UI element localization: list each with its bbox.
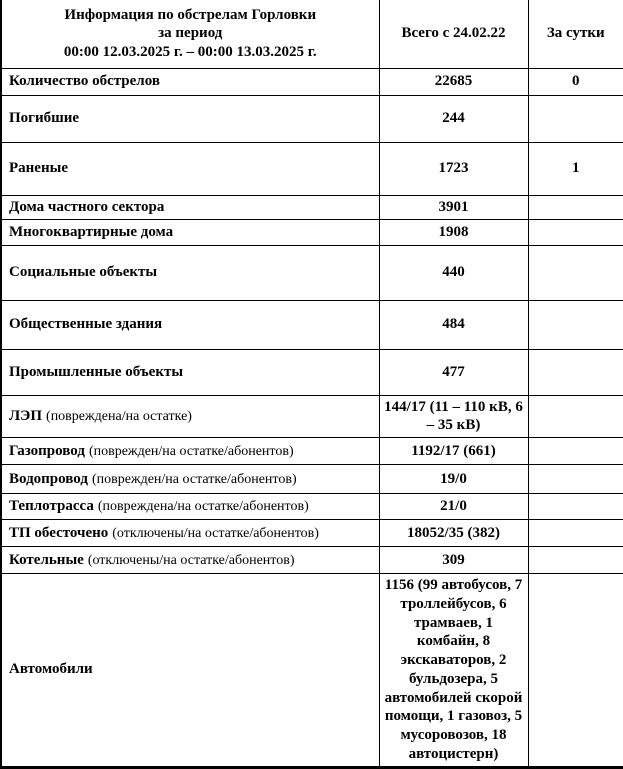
row-label: Раненые <box>9 160 68 177</box>
table-row <box>1 547 623 574</box>
total-cell: 309 <box>379 547 528 574</box>
daily-cell <box>528 245 623 300</box>
daily-cell <box>528 195 623 219</box>
row-label: Погибшие <box>9 110 80 127</box>
row-label-cell <box>1 574 379 768</box>
row-label-cell <box>1 219 379 245</box>
report-title-cell <box>1 0 379 68</box>
total-cell: 244 <box>379 95 528 142</box>
row-label-cell <box>1 300 379 349</box>
daily-cell <box>528 349 623 395</box>
daily-cell: 0 <box>528 68 623 95</box>
row-label-cell <box>1 95 379 142</box>
row-label-note: (повреждена/на остатке/абонентов) <box>97 499 309 515</box>
report-title-line-1: Информация по обстрелам Горловки <box>64 6 317 23</box>
row-label-cell <box>1 465 379 494</box>
table-row <box>1 465 623 494</box>
report-title-line-3: 00:00 12.03.2025 г. – 00:00 13.03.2025 г. <box>63 44 317 61</box>
total-cell: 1908 <box>379 219 528 245</box>
daily-cell <box>528 574 623 768</box>
daily-cell <box>528 465 623 494</box>
total-cell: 19/0 <box>379 465 528 494</box>
row-label-cell <box>1 349 379 395</box>
total-cell: 144/17 (11 – 110 кВ, 6 – 35 кВ) <box>379 395 528 438</box>
table-row <box>1 349 623 395</box>
total-cell: 484 <box>379 300 528 349</box>
column-header-daily: За сутки <box>528 0 623 68</box>
row-label-note: (отключены/на остатке/абонентов) <box>87 552 295 568</box>
row-label: Социальные объекты <box>9 264 158 281</box>
table-row <box>1 142 623 195</box>
total-cell: 1723 <box>379 142 528 195</box>
row-label-cell <box>1 520 379 547</box>
daily-cell <box>528 219 623 245</box>
row-label: Водопровод <box>9 470 88 487</box>
table-row <box>1 395 623 438</box>
row-label-cell <box>1 494 379 520</box>
daily-cell <box>528 494 623 520</box>
table-row <box>1 195 623 219</box>
row-label: Газопровод <box>9 442 85 459</box>
row-label-cell <box>1 245 379 300</box>
total-cell: 1192/17 (661) <box>379 438 528 465</box>
column-header-total: Всего с 24.02.22 <box>379 0 528 68</box>
report-title-line-2: за период <box>158 25 223 42</box>
total-cell: 477 <box>379 349 528 395</box>
total-cell: 21/0 <box>379 494 528 520</box>
table-row <box>1 494 623 520</box>
table-row <box>1 520 623 547</box>
row-label: Котельные <box>9 551 84 568</box>
row-label-cell <box>1 395 379 438</box>
row-label-note: (отключены/на остатке/абонентов) <box>112 525 319 541</box>
daily-cell <box>528 438 623 465</box>
table-row <box>1 574 623 768</box>
header-row <box>1 0 623 68</box>
row-label: ЛЭП <box>9 407 43 424</box>
row-label-note: (повреждена/на остатке) <box>46 408 192 424</box>
table-row <box>1 95 623 142</box>
table-row <box>1 219 623 245</box>
row-label: ТП обесточено <box>9 524 109 541</box>
row-label-cell <box>1 547 379 574</box>
daily-cell: 1 <box>528 142 623 195</box>
total-cell: 440 <box>379 245 528 300</box>
row-label: Многоквартирные дома <box>9 223 174 240</box>
table-row <box>1 300 623 349</box>
row-label-cell <box>1 142 379 195</box>
table-row <box>1 438 623 465</box>
row-label-cell <box>1 438 379 465</box>
total-cell: 18052/35 (382) <box>379 520 528 547</box>
row-label: Теплотрасса <box>9 498 94 515</box>
daily-cell <box>528 300 623 349</box>
row-label: Общественные здания <box>9 316 163 333</box>
row-label-cell <box>1 68 379 95</box>
daily-cell <box>528 547 623 574</box>
row-label: Дома частного сектора <box>9 198 165 215</box>
total-cell: 1156 (99 автобусов, 7 троллейбусов, 6 трамваев, 1 комбайн, 8 экскаваторов, 2 бульдозера, 5 автомобилей скорой помощи, 1 газовоз, 5 мусоровозов, 18 автоцистерн) <box>379 574 528 768</box>
row-label: Количество обстрелов <box>9 73 160 90</box>
row-label-note: (поврежден/на остатке/абонентов) <box>91 471 297 487</box>
total-cell: 3901 <box>379 195 528 219</box>
total-cell: 22685 <box>379 68 528 95</box>
row-label-note: (поврежден/на остатке/абонентов) <box>88 443 294 459</box>
daily-cell <box>528 95 623 142</box>
table-row <box>1 68 623 95</box>
row-label: Автомобили <box>9 661 93 678</box>
row-label-cell <box>1 195 379 219</box>
row-label: Промышленные объекты <box>9 363 184 380</box>
table-row <box>1 245 623 300</box>
daily-cell <box>528 395 623 438</box>
daily-cell <box>528 520 623 547</box>
